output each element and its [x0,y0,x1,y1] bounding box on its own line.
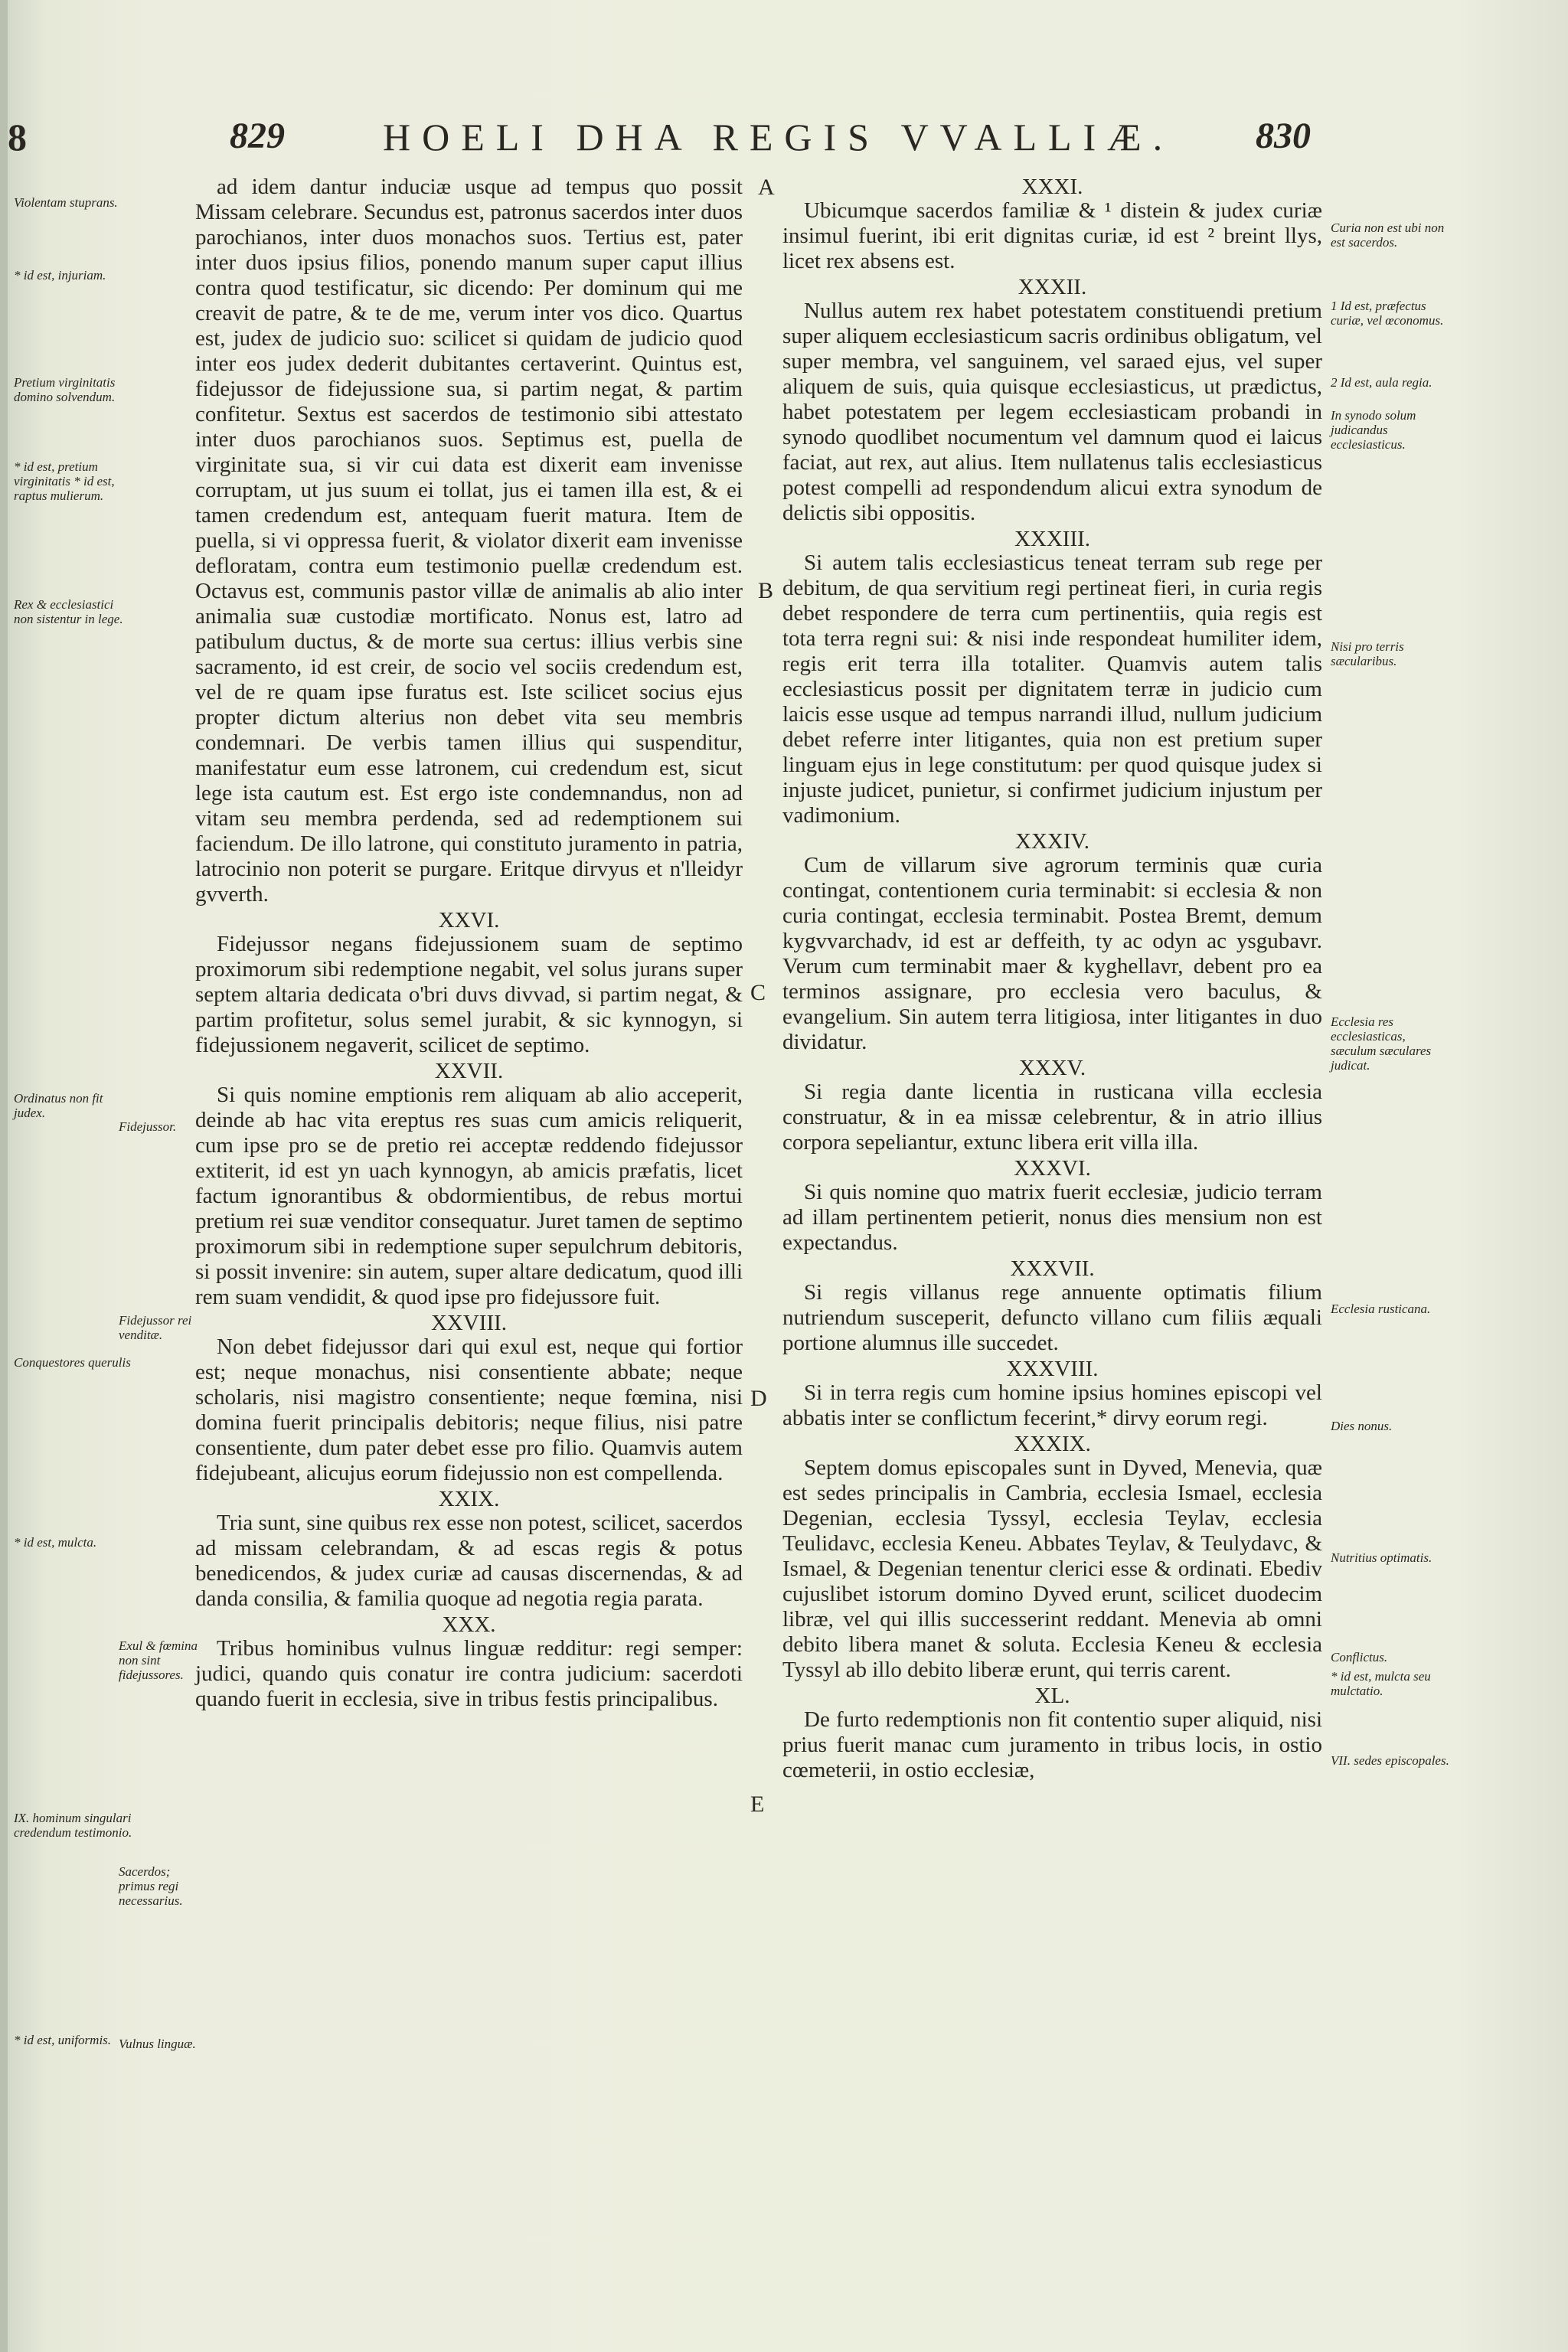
paragraph: Cum de villarum sive agrorum terminis quæ curia contingat, contentionem curia terminabit: si ecclesia & non curia contingat, ecclesia terminabit. Postea Bremt, demum kygvvarchadv, id est ar deffeith, ty ac odyn ac ysgubavr. Verum cum terminabit maer & kyghellavr, debent pro ea terminos assignare, pro ecclesia vero baculus, & evangelium. Sin autem terra litigiosa, inter litigantes in duo dividatur. [782,853,1322,1054]
paragraph: Si quis nomine emptionis rem aliquam ab alio acceperit, deinde ab hac vita ereptus res suas cum amicis reliquerit, cum ipse pro se de pretio rei acceptæ reddendo fidejussor extiterit, id est yn uach kynnogyn, ab amicis præfatis, licet factum ignorantibus & obdormientibus, de rebus mortui pretium rei suæ venditor consequatur. Juret tamen de septimo proximorum sibi in redemptione super sepulchrum debitoris, si possit invenire: sin autem, super altare dedicatum, quod illi rem suam vendidit, & quod ipse pro fidejussore fuit. [195,1083,743,1309]
margin-note: Violentam stuprans. [14,195,118,210]
margin-note: Curia non est ubi non est sacerdos. [1331,220,1445,250]
margin-note: Vulnus linguæ. [119,2037,196,2051]
paragraph: Si regia dante licentia in rusticana villa ecclesia construatur, & in ea missæ celebrentur, & in atrio illius corpora sepeliantur, extunc libera erit villa illa. [782,1080,1322,1155]
left-page-number: 829 [230,116,285,156]
paragraph: Septem domus episcopales sunt in Dyved, Menevia, quæ est sedes principalis in Cambria, ecclesia Ismael, ecclesia Degenian, ecclesia Tyssyl, ecclesia Teylav, ecclesia Teulidavc, ecclesia Keneu. Abbates Teylav, & Teulydavc, & Ismael, & Degenian tenentur clerici esse & ordinati. Ebediv cujuslibet istorum domino Dyved erunt, scilicet duodecim libræ, vel qui illis successerint reddant. Menevia ab omni debito libera manet & soluta. Ecclesia Keneu & ecclesia Tyssyl ab illo debito liberæ erunt, qui terris carent. [782,1455,1322,1682]
margin-note: Nisi pro terris sæcularibus. [1331,639,1404,668]
margin-note: 1 Id est, præfectus curiæ, vel œconomus. [1331,299,1444,328]
section-number: XXXVII. [1010,1256,1095,1281]
right-page-number: 830 [1256,116,1311,156]
margin-note: * id est, mulcta seu mulctatio. [1331,1669,1431,1698]
section-number: XXXIV. [1015,829,1089,854]
section-number: XXXVI. [1014,1156,1091,1181]
margin-note: Pretium virginitatis domino solvendum. [14,375,116,404]
margin-note: Ecclesia rusticana. [1331,1302,1431,1316]
running-title: HOELI DHA REGIS VVALLIÆ. [383,116,1174,158]
section-number: XXVII. [434,1059,504,1083]
section-number: XXX. [442,1612,496,1637]
edge-letter: E [750,1792,765,1817]
margin-note: * id est, mulcta. [14,1535,97,1550]
margin-note: Conflictus. [1331,1650,1388,1664]
left-text-column [195,175,743,1713]
paragraph: Tria sunt, sine quibus rex esse non potest, scilicet, sacerdos ad missam celebrandam, & ad escas regis & potus benedicendos, & judex curiæ ad causas discernendas, & ad danda consilia, & familia quoque ad negotia regia parata. [195,1511,743,1611]
paragraph: Tribus hominibus vulnus linguæ redditur: regi semper: judici, quando quis conatur ire contra judicium: sacerdoti quando fuerit in ecclesia, sive in tribus festis principalibus. [195,1636,743,1711]
right-text-column [782,175,1322,1785]
margin-note: VII. sedes episcopales. [1331,1753,1449,1768]
section-number: XXVIII. [430,1311,508,1335]
edge-letter: A [758,175,775,200]
paragraph: Si quis nomine quo matrix fuerit ecclesiæ, judicio terram ad illam pertinentem petierit, nonus dies mensium non est expectandus. [782,1180,1322,1255]
margin-note: IX. hominum singulari credendum testimonio. [14,1811,132,1840]
facing-page-edge [0,0,8,2352]
section-number: XL. [1034,1684,1070,1708]
section-number: XXXIX. [1014,1432,1091,1456]
paragraph: Ubicumque sacerdos familiæ & ¹ distein & judex curiæ insimul fuerint, ibi erit dignitas curiæ, id est ² breint llys, licet rex absens est. [782,198,1322,273]
edge-letter: D [750,1386,767,1411]
section-number: XXXII. [1018,275,1087,299]
margin-note: In synodo solum judicandus ecclesiasticus. [1331,408,1416,452]
paragraph: Nullus autem rex habet potestatem constituendi pretium super aliquem ecclesiasticum sacris ordinibus obligatum, vel super membra, vel sanguinem, vel saraed ejus, vel super aliquem de suis, quia quisque ecclesiasticus, ut prædictus, habet potestatem per legem ecclesiasticam probandi in synodo quodlibet nocumentum vel damnum quod ei laicus faciat, aut rex, aut alius. Item nullatenus talis ecclesiasticus potest compelli ad respondendum alicui extra synodum de delictis sibi oppositis. [782,299,1322,525]
edge-letter: B [758,578,774,603]
section-number: XXVI. [438,908,500,933]
margin-note: * id est, pretium virginitatis * id est, raptus mulierum. [14,459,115,503]
section-number: XXIX. [438,1487,500,1511]
paragraph: Si autem talis ecclesiasticus teneat terram sub rege per debitum, de qua servitium regi pertineat fieri, in curia regis debet respondere de terra cum pertinentiis, quia regis est tota terra regni sui: & nisi inde respondeat humiliter idem, regis erit terra illa totaliter. Quamvis autem talis ecclesiasticus possit per dignitatem terræ in judicio cum laicis esse usque ad tempus narrandi illud, nullum judicium debet referre inter litigantes, quia non est pretium super linguam ejus in lege constitutum: per quod quisque judex si injuste judicet, punietur, si confirmet judicium injustum per vadimonium. [782,550,1322,828]
paragraph: Si in terra regis cum homine ipsius homines episcopi vel abbatis inter se conflictum fecerint,* dirvy eorum regi. [782,1380,1322,1430]
paragraph: ad idem dantur induciæ usque ad tempus quo possit Missam celebrare. Secundus est, patronus sacerdos inter duos parochianos, inter duos monachos suos. Tertius est, pater inter duos ipsius filios, ponendo manum super caput illius contra quod testificatur, sic dicendo: Per dominum qui me creavit de patre, & te de me, verum inter vos dico. Quartus est, judex de judicio suo: scilicet si quidam de judicio quod inter eos judex dederit dubitantes certaverint. Quintus est, fidejussor de fidejussione sua, si partim negat, & partim confitetur. Sextus est sacerdos de testimonio sibi attestato inter duos parochianos suos. Septimus est, puella de virginitate sua, si vir cui data est dixerit eam invenisse corruptam, ut jus suum ei tollat, jus ei tamen illa est, & ei tamen credendum est, antequam fuerit matura. Item de puella, si vi oppressa fuerit, & violator dixerit eam invenisse defloratam, contra eum testimonio puellæ credendum est. Octavus est, communis pastor villæ de animalis ab alio inter animalia suæ custodiæ mortificato. Nonus est, latro ad patibulum ductus, & de morte sua certus: illius verbis sine sacramento, id est creir, de socio vel sociis credendum est, vel de re quam ipse furatus est. Iste scilicet socius ejus propter dictum alterius non debet vita seu membris condemnari. De verbis tamen illius qui suspenditur, manifestatur eum esse latronem, cui credendum est, sicut lege ista cautum est. Est ergo iste condemnandus, non ad vitam seu membra perdenda, sed ad redemptionem sui faciendum. De illo latrone, qui constituto juramento in patria, latrocinio non poterit se purgare. Eritque dirvyus et n'lleidyr gvverth. [195,175,743,906]
margin-note: * id est, injuriam. [14,268,106,283]
margin-note: Fidejussor. [119,1119,177,1134]
margin-note: Sacerdos; primus regi necessarius. [119,1864,183,1908]
paragraph: De furto redemptionis non fit contentio super aliquid, nisi prius fuerit manac cum juramento in tribus locis, in ostio cœmeterii, in ostio ecclesiæ, [782,1707,1322,1782]
edge-letter: C [750,980,766,1005]
margin-note: Nutritius optimatis. [1331,1550,1432,1565]
paragraph: Fidejussor negans fidejussionem suam de septimo proximorum sibi redemptione negabit, vel solus jurans super septem altaria dedicata o'bri duvs divvad, si partim negat, & partim profitetur, solus semel jurabit, & sic kynnogyn, si fidejussionem negaverit, scilicet de septimo. [195,932,743,1057]
section-number: XXXV. [1018,1056,1086,1080]
margin-note: Ordinatus non fit judex. [14,1091,103,1120]
margin-note: Dies nonus. [1331,1419,1393,1433]
facing-page-fragment: 8 [8,116,27,158]
margin-note: Exul & fœmina non sint fidejussores. [119,1638,198,1682]
section-number: XXXIII. [1014,527,1091,551]
paragraph: Non debet fidejussor dari qui exul est, neque qui fortior est; neque monachus, nisi consentiente abbate; neque scholaris, nisi magistro consentiente; neque fœmina, nisi domina fuerit principalis debitoris; neque filius, nisi patre consentiente, dum pater debet esse pro filio. Quamvis autem fidejubeant, alicujus eorum fidejussio non est compellenda. [195,1334,743,1485]
margin-note: Fidejussor rei venditæ. [119,1313,192,1342]
margin-note: Rex & ecclesiastici non sistentur in lege. [14,597,123,626]
running-header [0,115,1568,168]
margin-note: Ecclesia res ecclesiasticas, sæculum sæculares judicat. [1331,1014,1432,1073]
margin-note: * id est, uniformis. [14,2033,112,2047]
section-number: XXXVIII. [1006,1357,1099,1381]
section-number: XXXI. [1021,175,1083,199]
paragraph: Si regis villanus rege annuente optimatis filium nutriendum susceperit, defuncto villano cum filiis æquali portione alumnus ille succedet. [782,1280,1322,1355]
margin-note: Conquestores querulis [14,1355,131,1370]
margin-note: 2 Id est, aula regia. [1331,375,1432,390]
